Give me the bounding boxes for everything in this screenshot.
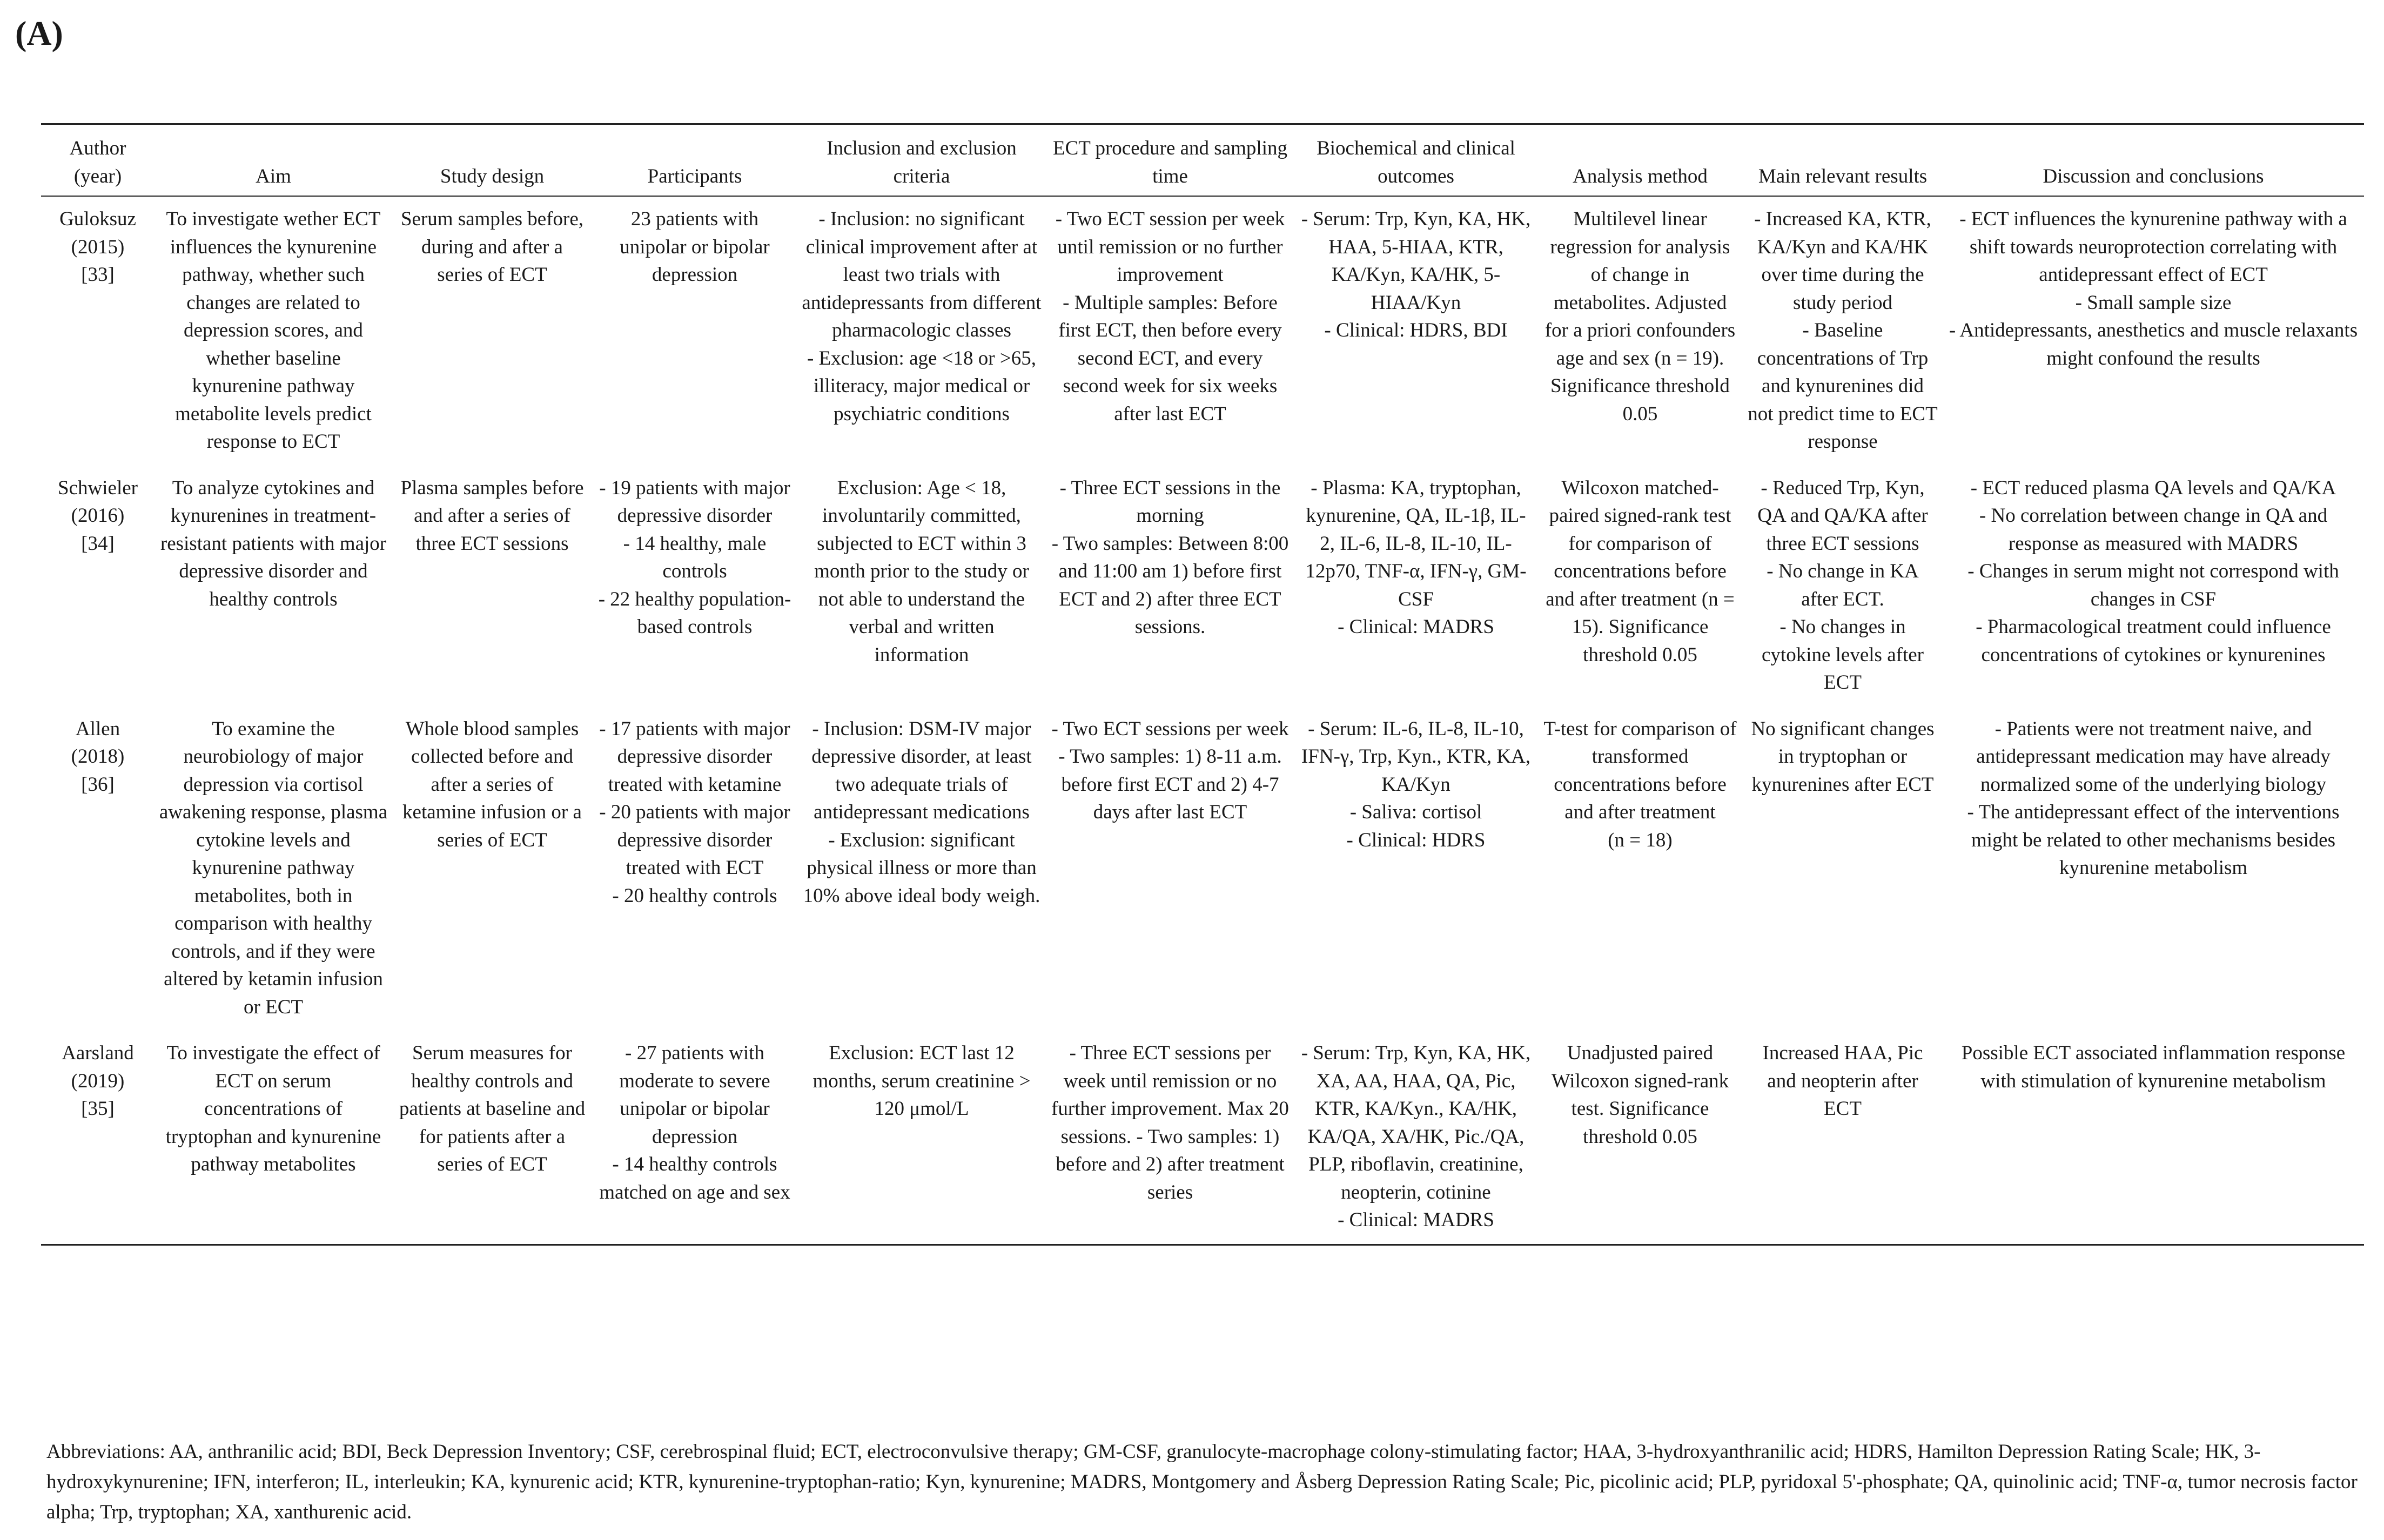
table-header-row: [41, 124, 2364, 197]
header-study-design: Study design: [440, 165, 545, 187]
cell-author: Allen (2018) [36]: [71, 717, 125, 796]
table-row: [41, 196, 2364, 466]
cell-aim: To analyze cytokines and kynurenines in treatment-resistant patients with major depressive disorder and healthy controls: [160, 476, 387, 610]
cell-aim: To examine the neurobiology of major depression via cortisol awakening response, plasma cytokine levels and kynurenine pathway metabolites, both in comparison with healthy controls, and if they were altered by ketamin infusion or ECT: [159, 717, 388, 1018]
header-discussion: Discussion and conclusions: [2043, 165, 2264, 187]
cell-discussion: - ECT reduced plasma QA levels and QA/KA - No correlation between change in QA and response as measured with MADRS - Changes in serum might not correspond with changes in CSF - Pharmacological treatment could influence concentrations of cytokines or kynurenines: [1967, 476, 2339, 666]
header-ect-procedure: ECT procedure and sampling time: [1053, 137, 1287, 187]
cell-analysis: Wilcoxon matched-paired signed-rank test for comparison of concentrations before and after treatment (n = 15). Significance threshold 0.05: [1546, 476, 1735, 666]
header-results: Main relevant results: [1758, 165, 1928, 187]
panel-label: (A): [15, 14, 63, 52]
cell-aim: To investigate the effect of ECT on serum concentrations of tryptophan and kynurenine pathway metabolites: [165, 1042, 381, 1175]
cell-results: - Reduced Trp, Kyn, QA and QA/KA after three ECT sessions - No change in KA after ECT. - No changes in cytokine levels after ECT: [1757, 476, 1928, 694]
cell-ect-procedure: - Three ECT sessions per week until remission or no further improvement. Max 20 sessions. - Two samples: 1) before and 2) after treatment series: [1051, 1042, 1289, 1203]
studies-table-container: [41, 123, 2364, 1246]
cell-participants: - 19 patients with major depressive disorder - 14 healthy, male controls - 22 healthy population-based controls: [598, 476, 791, 638]
cell-study-design: Whole blood samples collected before and after a series of ketamine infusion or a series of ECT: [402, 717, 582, 851]
header-criteria: Inclusion and exclusion criteria: [827, 137, 1017, 187]
header-participants: Participants: [647, 165, 742, 187]
cell-outcomes: - Serum: Trp, Kyn, KA, HK, HAA, 5-HIAA, KTR, KA/Kyn, KA/HK, 5-HIAA/Kyn - Clinical: HDRS, BDI: [1301, 208, 1531, 341]
cell-participants: - 27 patients with moderate to severe unipolar or bipolar depression - 14 healthy controls matched on age and sex: [599, 1042, 790, 1203]
cell-aim: To investigate wether ECT influences the kynurenine pathway, whether such changes are related to depression scores, and whether baseline kynurenine pathway metabolite levels predict response to ECT: [166, 208, 381, 453]
cell-criteria: Exclusion: ECT last 12 months, serum creatinine > 120 μmol/L: [812, 1042, 1031, 1120]
cell-author: Guloksuz (2015) [33]: [59, 208, 136, 286]
cell-results: Increased HAA, Pic and neopterin after ECT: [1762, 1042, 1923, 1120]
cell-results: No significant changes in tryptophan or kynurenines after ECT: [1751, 717, 1935, 796]
cell-study-design: Plasma samples before and after a series of three ECT sessions: [400, 476, 584, 555]
cell-participants: 23 patients with unipolar or bipolar depression: [620, 208, 770, 286]
cell-discussion: - Patients were not treatment naive, and antidepressant medication may have already normalized some of the underlying biology - The antidepressant effect of the interventions might be related to other mechanisms besides kynurenine metabolism: [1967, 717, 2340, 879]
studies-table: [41, 123, 2364, 1246]
cell-outcomes: - Plasma: KA, tryptophan, kynurenine, QA, IL-1β, IL-2, IL-6, IL-8, IL-10, IL-12p70, TNF-α, IFN-γ, GM-CSF - Clinical: MADRS: [1305, 476, 1527, 638]
cell-criteria: Exclusion: Age < 18, involuntarily committed, subjected to ECT within 3 month prior to the study or not able to understand the verbal and written information: [814, 476, 1029, 666]
cell-author: Schwieler (2016) [34]: [58, 476, 138, 555]
cell-analysis: Multilevel linear regression for analysis of change in metabolites. Adjusted for a priori confounders age and sex (n = 19). Significance threshold 0.05: [1544, 208, 1736, 425]
cell-results: - Increased KA, KTR, KA/Kyn and KA/HK over time during the study period - Baseline concentrations of Trp and kynurenines did not predict time to ECT response: [1748, 208, 1938, 453]
cell-ect-procedure: - Three ECT sessions in the morning - Two samples: Between 8:00 and 11:00 am 1) before first ECT and 2) after three ECT sessions.: [1051, 476, 1289, 638]
header-outcomes: Biochemical and clinical outcomes: [1317, 137, 1515, 187]
cell-ect-procedure: - Two ECT sessions per week - Two samples: 1) 8-11 a.m. before first ECT and 2) 4-7 days after last ECT: [1051, 717, 1289, 823]
cell-outcomes: - Serum: Trp, Kyn, KA, HK, XA, AA, HAA, QA, Pic, KTR, KA/Kyn., KA/HK, KA/QA, XA/HK, Pic./QA, PLP, riboflavin, creatinine, neopterin, cotinine - Clinical: MADRS: [1301, 1042, 1531, 1231]
cell-criteria: - Inclusion: DSM-IV major depressive disorder, at least two adequate trials of antidepressant medications - Exclusion: significant physical illness or more than 10% above ideal body weigh.: [803, 717, 1040, 907]
abbreviations-footnote: Abbreviations: AA, anthranilic acid; BDI, Beck Depression Inventory; CSF, cerebrospinal fluid; ECT, electroconvulsive therapy; GM-CSF, granulocyte-macrophage colony-stimulating factor; HAA, 3-hydroxyanthranilic acid; HDRS, Hamilton Depression Rating Scale; HK, 3-hydroxykynurenine; IFN, interferon; IL, interleukin; KA, kynurenic acid; KTR, kynurenine-tryptophan-ratio; Kyn, kynurenine; MADRS, Montgomery and Åsberg Depression Rating Scale; Pic, picolinic acid; PLP, pyridoxal 5'-phosphate; QA, quinolinic acid; TNF-α, tumor necrosis factor alpha; Trp, tryptophan; XA, xanthurenic acid.: [46, 1441, 2358, 1523]
cell-criteria: - Inclusion: no significant clinical improvement after at least two trials with antidepressants from different pharmacologic classes - Exclusion: age <18 or >65, illiteracy, major medical or psychiatric conditions: [802, 208, 1042, 425]
cell-ect-procedure: - Two ECT session per week until remission or no further improvement - Multiple samples: Before first ECT, then before every second ECT, and every second week for six weeks after last ECT: [1055, 208, 1285, 425]
table-row: [41, 707, 2364, 1031]
header-author: Author (year): [69, 137, 126, 187]
cell-outcomes: - Serum: IL-6, IL-8, IL-10, IFN-γ, Trp, Kyn., KTR, KA, KA/Kyn - Saliva: cortisol - Clinical: HDRS: [1301, 717, 1531, 851]
cell-study-design: Serum samples before, during and after a series of ECT: [400, 208, 584, 286]
header-analysis: Analysis method: [1573, 165, 1708, 187]
cell-participants: - 17 patients with major depressive disorder treated with ketamine - 20 patients with major depressive disorder treated with ECT - 20 healthy controls: [599, 717, 790, 907]
cell-analysis: T-test for comparison of transformed concentrations before and after treatment (n = 18): [1543, 717, 1737, 851]
cell-study-design: Serum measures for healthy controls and patients at baseline and for patients after a series of ECT: [399, 1042, 586, 1175]
cell-analysis: Unadjusted paired Wilcoxon signed-rank test. Significance threshold 0.05: [1551, 1042, 1729, 1148]
cell-discussion: - ECT influences the kynurenine pathway with a shift towards neuroprotection correlating with antidepressant effect of ECT - Small sample size - Antidepressants, anesthetics and muscle relaxants might confound the results: [1949, 208, 2358, 369]
table-row: [41, 466, 2364, 707]
cell-discussion: Possible ECT associated inflammation response with stimulation of kynurenine metabolism: [1961, 1042, 2346, 1092]
header-aim: Aim: [256, 165, 291, 187]
table-row: [41, 1031, 2364, 1245]
cell-author: Aarsland (2019) [35]: [62, 1042, 134, 1120]
